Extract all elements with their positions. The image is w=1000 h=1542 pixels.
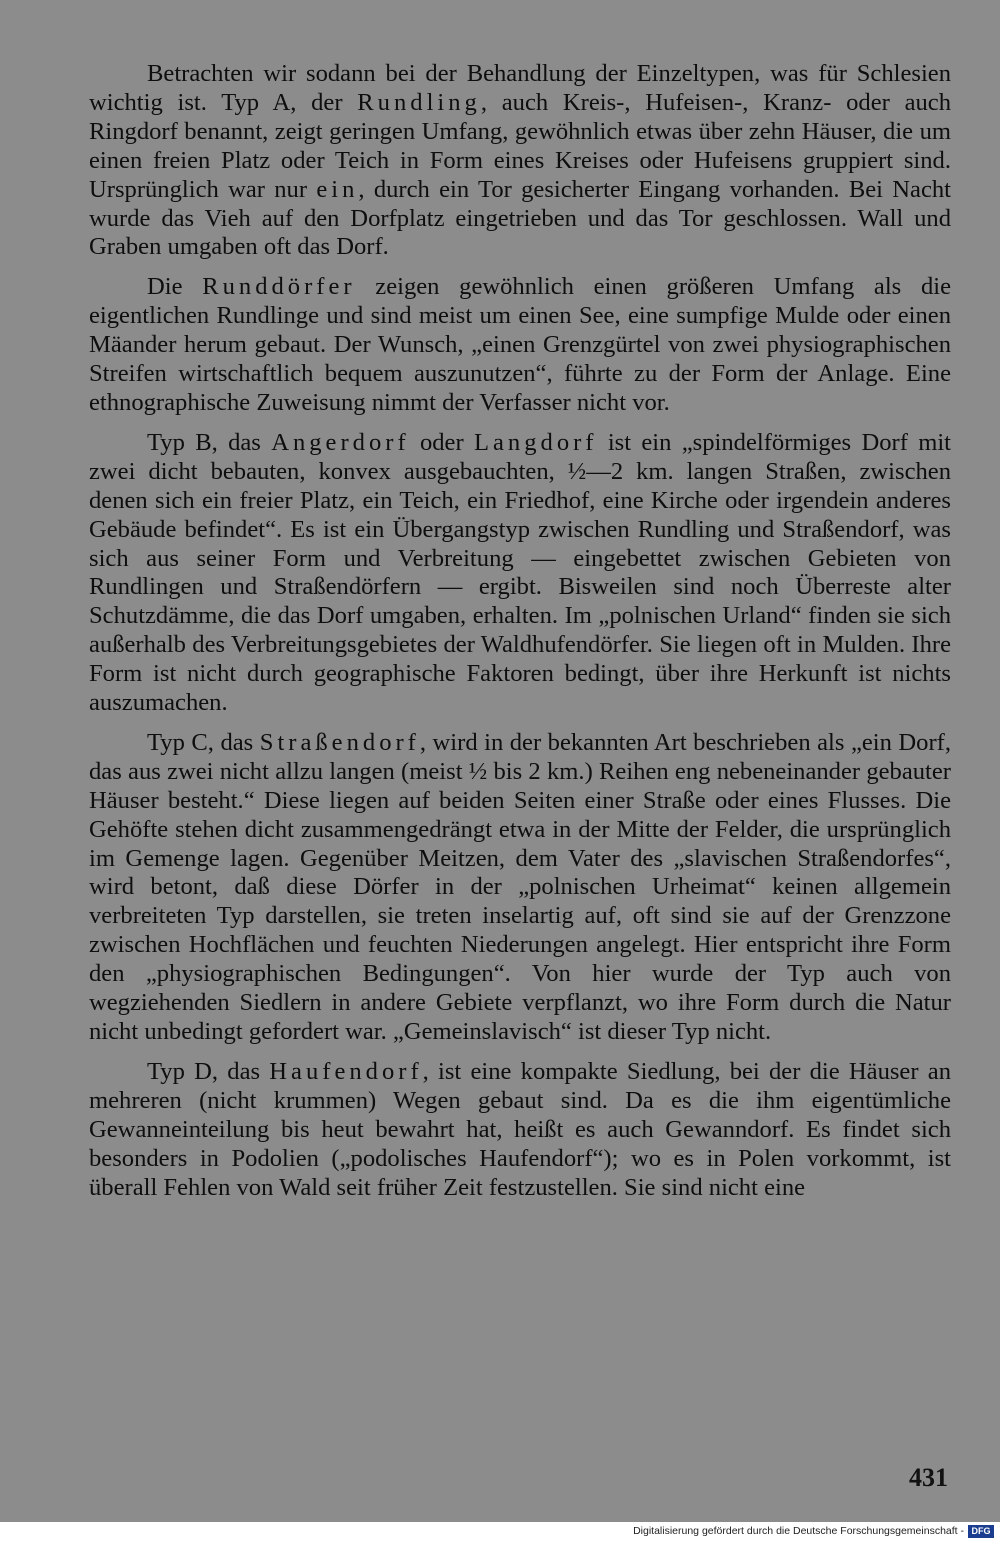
body-text — [89, 60, 951, 1213]
page-number: 431 — [909, 1463, 948, 1492]
spaced-term: Straßendorf — [259, 728, 420, 756]
paragraph — [89, 429, 951, 718]
text-run: ist ein „spindelförmiges Dorf mit zwei dicht bebauten, konvex ausgebauchten, ½—2 km. langen Straßen, zwischen denen sich ein freier Platz, ein Teich, ein Friedhof, eine Kirche oder irgendein anderes Gebäude befindet“. Es ist ein Übergangstyp zwischen Rundling und Straßendorf, was sich aus seiner Form und Verbreitung — eingebettet zwischen Gebieten von Rundlingen und Straßendörfern — ergibt. Bisweilen sind noch Überreste alter Schutzdämme, die das Dorf umgaben, erhalten. Im „polnischen Urland“ finden sie sich außerhalb des Verbreitungsgebietes der Waldhufendörfer. Sie liegen oft in Mulden. Ihre Form ist nicht durch geographische Faktoren bedingt, über ihre Herkunft ist nichts auszumachen. — [89, 428, 951, 717]
text-run: zeigen gewöhnlich einen größeren Umfang als die eigentlichen Rundlinge und sind meist um einen See, eine sumpfige Mulde oder einen Mäander herum gebaut. Der Wunsch, „einen Grenzgürtel von zwei physiographischen Streifen wirtschaftlich bequem auszunutzen“, führte zu der Form der Anlage. Eine ethnographische Zuweisung nimmt der Verfasser nicht vor. — [89, 273, 951, 416]
text-run: oder — [409, 428, 474, 456]
text-run: Betrachten wir sodann bei der Behandlung der Einzeltypen, was für Schlesien wichtig ist. Typ A, der — [89, 60, 951, 116]
footer-credit: Digitalisierung gefördert durch die Deutsche Forschungsgemeinschaft - — [633, 1525, 964, 1537]
text-run: , wird in der bekannten Art beschrieben als „ein Dorf, das aus zwei nicht allzu langen (meist ½ bis 2 km.) Reihen eng nebeneinander gebauter Häuser besteht.“ Diese liegen auf beiden Seiten einer Straße oder eines Flusses. Die Gehöfte stehen dicht zusammengedrängt etwa in der Mitte der Felder, die ursprünglich im Gemenge lagen. Gegenüber Meitzen, dem Vater des „slavischen Straßendorfes“, wird betont, daß diese Dörfer in der „polnischen Urheimat“ keinen allgemein verbreiteten Typ darstellen, sie treten inselartig auf, oft sind sie auf der Grenzzone zwischen Hochflächen und feuchten Niederungen angelegt. Hier entspricht ihre Form den „physiographischen Bedingungen“. Von hier wurde der Typ auch von wegziehenden Siedlern in andere Gebiete verpflanzt, wo ihre Form durch die Natur nicht unbedingt gefordert war. „Gemeinslavisch“ ist dieser Typ nicht. — [89, 728, 951, 1045]
text-run: , auch Kreis-, Hufeisen-, Kranz- oder auch Ringdorf benannt, zeigt geringen Umfang, gewöhnlich etwas über zehn Häuser, die um einen freien Platz oder Teich in Form eines Kreises oder Hufeisens gruppiert sind. Ursprünglich war nur — [89, 88, 951, 203]
spaced-term: Runddörfer — [202, 273, 356, 301]
text-run: Typ C, das — [147, 728, 260, 756]
spaced-term: ein — [316, 175, 359, 203]
spaced-term: Langdorf — [473, 428, 598, 456]
text-run: , durch ein Tor gesicherter Eingang vorhanden. Bei Nacht wurde das Vieh auf den Dorfplatz eingetrieben und das Tor geschlossen. Wall und Graben umgaben oft das Dorf. — [89, 175, 952, 261]
text-run: Typ D, das — [147, 1057, 270, 1085]
text-run: , ist eine kompakte Siedlung, bei der die Häuser an mehreren (nicht krummen) Wegen gebaut sind. Da es die ihm eigentümliche Gewanneinteilung bis heut bewahrt hat, heißt es auch Gewanndorf. Es findet sich besonders in Podolien („podolisches Haufendorf“); wo es in Polen vorkommt, ist überall Fehlen von Wald seit früher Zeit festzustellen. Sie sind nicht eine — [89, 1057, 951, 1201]
digitization-footer — [0, 1522, 1000, 1542]
paragraph — [89, 60, 951, 262]
dfg-logo-icon: DFG — [968, 1525, 994, 1538]
paragraph — [89, 1058, 951, 1203]
text-run: Typ B, das — [147, 428, 272, 456]
spaced-term: Angerdorf — [271, 428, 410, 456]
paragraph — [89, 729, 951, 1047]
paragraph — [89, 273, 951, 418]
spaced-term: Haufendorf — [269, 1057, 423, 1085]
text-run: Die — [147, 273, 203, 301]
spaced-term: Rundling — [357, 88, 481, 116]
